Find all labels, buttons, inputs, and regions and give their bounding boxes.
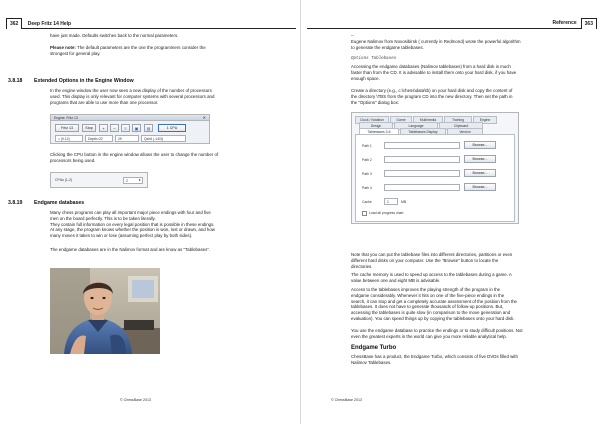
- cache-text: [351, 272, 595, 284]
- cpu-dialog-label: CPUs (1-2): [55, 178, 72, 182]
- text-line: directories.: [351, 263, 373, 269]
- cpu-button[interactable]: 1 CPU: [158, 124, 186, 132]
- access-text: [351, 287, 595, 322]
- analyse-text: [351, 328, 595, 340]
- cpu-count-input[interactable]: [123, 177, 143, 184]
- tab-tablebases-display[interactable]: Tablebases Display: [400, 128, 446, 136]
- text-line: Accessing the endgame databases (Nalimov tablebases) from a hard disk is much: [351, 64, 511, 69]
- note-line-1: The default parameters are the one the programmers consider the: [75, 45, 206, 50]
- left-footer: © ChessBase 2013: [120, 398, 152, 402]
- text-line: They contain full information on every legal position that is possible in these endings.: [50, 221, 215, 227]
- cpu-count-value: 2: [126, 179, 128, 183]
- tab-tablebases-3-6[interactable]: Tablebases 3-6: [359, 128, 399, 136]
- note-label: Please note:: [50, 45, 76, 50]
- text-line: even the greatest experts in the world can give you more reliable analytical help.: [351, 333, 507, 339]
- text-line: You use the endgame database to practice the endings or to study difficult positions. Not: [351, 328, 523, 333]
- text-line: In the engine window the user now sees a new display of the number of processors: [50, 88, 212, 93]
- browse-button-1[interactable]: Browse...: [464, 141, 496, 149]
- right-footer: © ChessBase 2013: [331, 398, 363, 402]
- section-3-8-18-text: [50, 88, 294, 105]
- left-note: [50, 45, 290, 57]
- left-page-header: [6, 18, 296, 29]
- text-line: men on the board perfectly. This is to be taken literally.: [50, 215, 156, 221]
- options-dialog: [351, 112, 519, 224]
- spinner-icon[interactable]: ⬍: [138, 178, 141, 182]
- text-line: programs that are able to use more than one processor.: [50, 99, 159, 105]
- tab-multimedia[interactable]: Multimedia: [413, 116, 443, 124]
- text-line: accessing the tablebases is quite slow (in comparison to the move generation and: [351, 310, 511, 316]
- section-number: 3.8.19: [8, 200, 23, 206]
- minus-icon[interactable]: −: [110, 124, 119, 132]
- text-line: Create a directory (e.g., c:\chess\data\tb) on your hard disk and copy the content of: [351, 88, 513, 93]
- text-line: many moves it takes to win or lose (assuming perfect play by both sides).: [50, 233, 193, 239]
- cache-unit: MB: [401, 200, 407, 204]
- best-move-value: Qxh6 (-14/3): [144, 137, 164, 141]
- section-title: Endgame databases: [34, 200, 85, 206]
- text-line: the "Options" dialog box:: [351, 99, 400, 105]
- portrait-photo-image: [50, 268, 160, 354]
- text-line: The cache memory is used to speed up access to the tablebases during a game. A: [351, 272, 512, 277]
- plus-icon[interactable]: +: [99, 124, 108, 132]
- text-line: The endgame databases are in the Nalimov format and are know as "Tablebases".: [50, 247, 211, 252]
- kn-field: [115, 135, 139, 142]
- section-title: Extended Options in the Engine Window: [34, 78, 134, 84]
- engine-name-field[interactable]: Fritz 13: [55, 124, 79, 132]
- left-page-number: 362: [6, 18, 22, 29]
- path-1-input[interactable]: [384, 142, 460, 149]
- endgame-turbo-heading: Endgame Turbo: [351, 345, 397, 351]
- text-line: used. This display is only relevant for computer systems with several processors and: [50, 93, 215, 99]
- text-line: endgame considerably. Whenever it hits on one of the five-piece endings in the: [351, 292, 505, 298]
- close-icon[interactable]: ✕: [202, 115, 206, 120]
- text-line: evaluation). You can speed things up by copying the tablebases onto your hard disk.: [351, 315, 515, 321]
- text-line: value between one and eight MB is advisable.: [351, 277, 441, 283]
- text-line: different hard disks on your computer. Use the "Browse" button to locate the: [351, 257, 499, 263]
- left-intro-line: have just made. Defaults switches back to the normal parameters.: [50, 33, 179, 38]
- kn-value: 29: [118, 137, 122, 141]
- settings-icon[interactable]: ▣: [132, 124, 141, 132]
- left-header-title: Deep Fritz 14 Help: [27, 21, 72, 27]
- engine-window-title: Engine: Fritz 13: [54, 115, 78, 120]
- options-text: [351, 64, 595, 81]
- portrait-photo: [50, 268, 160, 354]
- text-line: Many chess programs can play all important major piece endings with four and five: [50, 210, 211, 215]
- cache-input[interactable]: [384, 198, 398, 205]
- text-line: Clicking the CPU button in the engine window allows the user to change the number of: [50, 152, 219, 157]
- text-line: search, it can stop and get a completely accurate assessment of the position from the: [351, 298, 517, 304]
- right-header-title: Reference: [552, 20, 577, 26]
- text-line: --: [351, 33, 354, 38]
- browse-button-2[interactable]: Browse...: [464, 155, 496, 163]
- tab-engine[interactable]: Engine: [473, 116, 497, 124]
- section-3-8-18-heading: [8, 78, 134, 84]
- browse-button-3[interactable]: Browse...: [464, 169, 496, 177]
- depth-value: Depth=22: [88, 137, 103, 141]
- text-line: Note that you can put the tablebase files into different directories, partitions or even: [351, 252, 513, 257]
- text-line: the directory \TBS from the program CD into the new directory. Then set the path in: [351, 93, 513, 99]
- engine-window-titlebar: [51, 115, 209, 121]
- text-line: Eugene Nalimov from Novosibirsk ( currently in Redmond) wrote the powerful algorithm: [351, 38, 521, 44]
- tab-design[interactable]: Design: [359, 122, 393, 130]
- tablebases-panel: [355, 134, 515, 222]
- section-3-8-19-text: [50, 210, 294, 239]
- path-2-input[interactable]: [384, 156, 460, 163]
- tab-clipboard[interactable]: Clipboard: [439, 122, 483, 130]
- browse-button-4[interactable]: Browse...: [464, 183, 496, 191]
- cache-label: Cache: [362, 200, 372, 204]
- create-directory-text: [351, 88, 595, 105]
- endgame-turbo-text: [351, 354, 595, 366]
- engine-window: [50, 114, 210, 144]
- eval-field: [55, 135, 83, 142]
- tab-language[interactable]: Language: [394, 122, 438, 130]
- depth-field: [85, 135, 113, 142]
- text-line: Nalimov Tablebases.: [351, 359, 392, 365]
- load-progress-checkbox[interactable]: [362, 211, 367, 216]
- best-move-field: [141, 135, 186, 142]
- section-number: 3.8.18: [8, 78, 23, 84]
- path-1-label: Path 1: [362, 144, 372, 148]
- section-3-8-19-heading: [8, 200, 84, 206]
- cache-value: 1: [387, 200, 389, 204]
- tab-game[interactable]: Game: [390, 116, 412, 124]
- cpu-dialog: [50, 172, 148, 188]
- note-line-2: strongest for general play.: [50, 50, 101, 56]
- text-line: processors being used.: [50, 157, 96, 163]
- path-2-label: Path 2: [362, 158, 372, 162]
- text-line: to generate the endgame tablebases.: [351, 44, 424, 50]
- tablebases-format: [50, 247, 294, 253]
- lines-icon[interactable]: ≡: [121, 124, 130, 132]
- tab-clock-notation[interactable]: Clock / Notation: [355, 116, 389, 124]
- text-line: At any stage, the program knows whether the position is won, lost or drawn, and how: [50, 227, 215, 233]
- text-line: tablebases. It does not have to generate thousands of follow-up positions. But,: [351, 304, 504, 310]
- left-intro: [50, 33, 290, 39]
- load-progress-label: Load all progress chart: [369, 211, 404, 215]
- path-4-input[interactable]: [384, 184, 460, 191]
- tab-version[interactable]: Version: [447, 128, 483, 136]
- text-line: Access to the tablebases improves the playing strength of the program in the: [351, 287, 501, 292]
- stop-button[interactable]: Stop: [82, 124, 96, 132]
- note-text: [351, 252, 595, 269]
- path-3-input[interactable]: [384, 170, 460, 177]
- text-line: ChessBase has a product, the Endgame Turbo, which consists of five DVDs filled with: [351, 354, 518, 359]
- right-page-number: 363: [581, 18, 597, 29]
- lock-icon[interactable]: ▤: [144, 124, 153, 132]
- tab-training[interactable]: Training: [444, 116, 472, 124]
- text-line: enough space.: [351, 75, 380, 81]
- options-tablebases-heading: Options Tablebases: [351, 57, 397, 61]
- cpu-instruction: [50, 152, 294, 164]
- right-page: [300, 0, 600, 424]
- right-page-header: [307, 18, 597, 29]
- text-line: faster than from the CD. It is advisable to install them onto your hard disk, if you have: [351, 69, 517, 75]
- path-3-label: Path 3: [362, 172, 372, 176]
- right-intro: [351, 33, 595, 50]
- eval-value: = (0.12): [58, 137, 70, 141]
- path-4-label: Path 4: [362, 186, 372, 190]
